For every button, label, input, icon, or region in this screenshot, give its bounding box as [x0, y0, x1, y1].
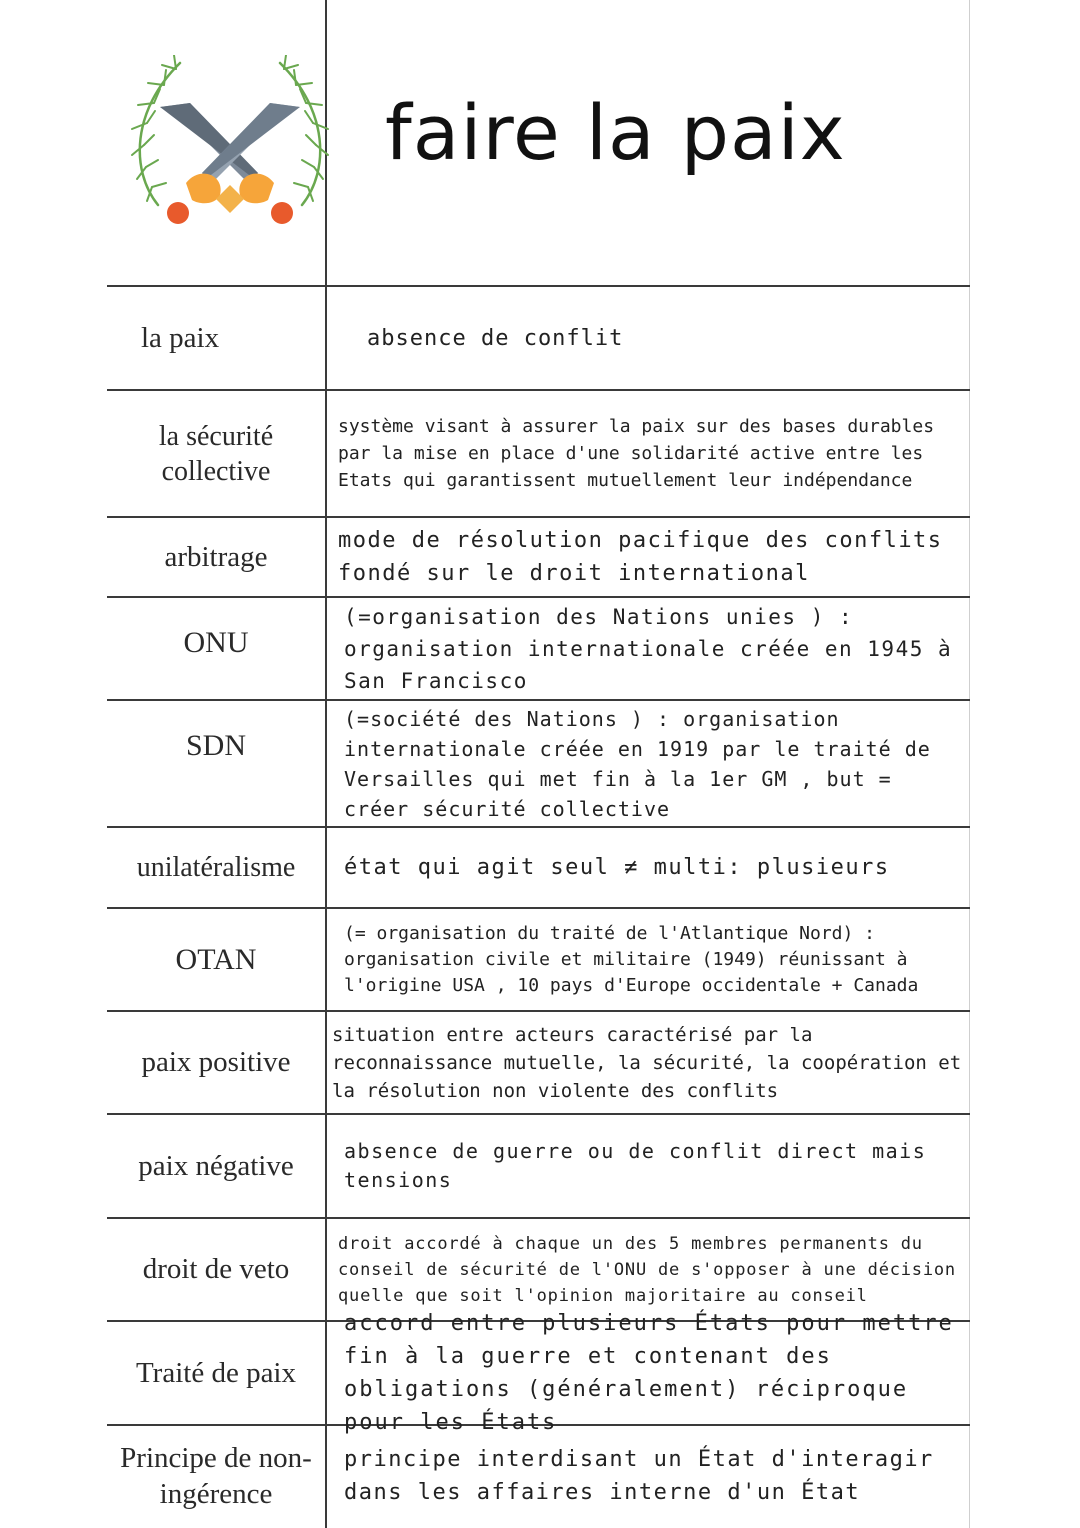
crossed-swords-laurel-icon: [130, 55, 330, 240]
definition-sdn: [338, 701, 966, 826]
term-paix-negative: paix négative: [138, 1149, 294, 1182]
definition-paix-negative: [338, 1115, 966, 1217]
term-unilateralisme: unilatéralisme: [136, 852, 296, 883]
term-onu: ONU: [183, 626, 249, 659]
definition-text: situation entre acteurs caractérisé par la reconnaissance mutuelle, la sécurité, la coopération et la résolution non violente des conflits: [332, 1023, 962, 1102]
definition-text: droit accordé à chaque un des 5 membres permanents du conseil de sécurité de l'ONU de s'opposer à une décision quelle que soit l'opinion majoritaire au conseil: [338, 1233, 956, 1306]
term-non-ingerence: Principe de non-ingérence: [120, 1441, 312, 1510]
definition-text: principe interdisant un État d'interagir dans les affaires interne d'un État: [344, 1447, 934, 1505]
term-droit-de-veto: droit de veto: [142, 1253, 290, 1286]
definition-text: absence de guerre ou de conflit direct mais tensions: [344, 1139, 927, 1192]
term-paix-positive: paix positive: [141, 1046, 291, 1079]
definition-text: mode de résolution pacifique des conflits fondé sur le droit international: [338, 528, 943, 586]
definition-text: absence de conflit: [367, 325, 624, 351]
definition-droit-de-veto: [338, 1219, 966, 1320]
definition-non-ingerence: [338, 1426, 966, 1526]
term-securite-collective: la sécurité collective: [158, 420, 274, 487]
term-otan: OTAN: [175, 942, 257, 976]
page-title: faire la paix: [385, 88, 846, 177]
definition-text: (= organisation du traité de l'Atlantique Nord) : organisation civile et militaire (1949) réunissant à l'origine USA , 10 pays d'Europe occidentale + Canada: [344, 922, 919, 996]
definition-text: (=organisation des Nations unies ) : organisation internationale créée en 1945 à San Francisco: [344, 604, 953, 693]
term-traite-de-paix: Traité de paix: [135, 1356, 296, 1389]
term-la-paix: la paix: [141, 321, 220, 354]
definition-traite-de-paix: [338, 1311, 966, 1435]
definition-paix-positive: [332, 1012, 968, 1113]
right-border: [969, 0, 970, 1528]
definition-text: état qui agit seul ≠ multi: plusieurs: [344, 855, 890, 880]
definition-text: (=société des Nations ) : organisation internationale créée en 1919 par le traité de Versailles qui met fin à la 1er GM , but = créer sécurité collective: [344, 706, 931, 821]
definition-onu: [338, 598, 966, 699]
term-arbitrage: arbitrage: [164, 540, 268, 573]
definition-securite-collective: [338, 391, 966, 516]
definition-la-paix: [338, 287, 966, 389]
definition-arbitrage: [338, 518, 966, 596]
definition-unilateralisme: [338, 828, 966, 907]
definition-otan: [338, 909, 966, 1010]
definition-text: système visant à assurer la paix sur des bases durables par la mise en place d'une solidarité active entre les Etats qui garantissent mutuellement leur indépendance: [338, 416, 935, 491]
definition-text: accord entre plusieurs États pour mettre fin à la guerre et contenant des obligations (généralement) réciproque pour les États: [344, 1311, 954, 1435]
term-sdn: SDN: [185, 729, 246, 762]
